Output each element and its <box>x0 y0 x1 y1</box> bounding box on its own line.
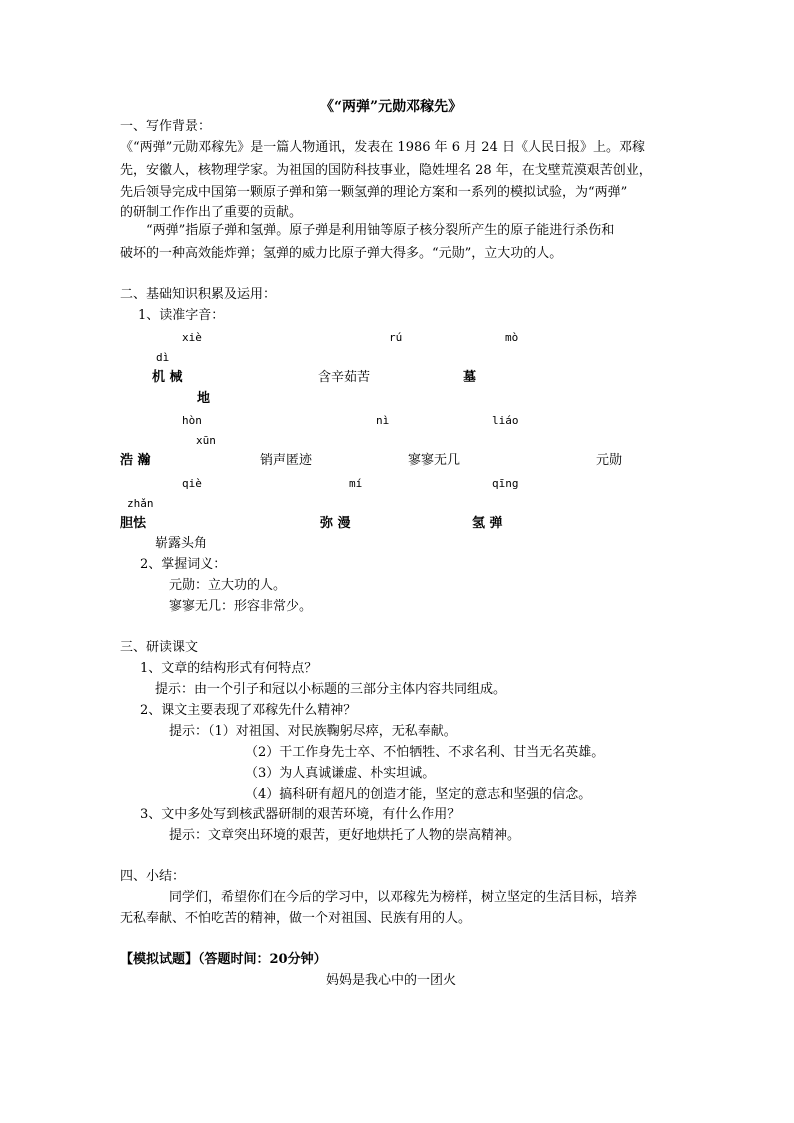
pinyin-di: dì <box>156 351 170 364</box>
s4-line1: 同学们，希望你们在今后的学习中，以邓稼先为榜样，树立坚定的生活目标，培养 <box>169 890 638 905</box>
s1-p1-line4: 的研制工作作出了重要的贡献。 <box>120 205 303 220</box>
pinyin-mi: mí <box>349 477 363 490</box>
def-yuanxun: 元勋：立大功的人。 <box>169 578 287 593</box>
mock-exam-subtitle: 妈妈是我心中的一团火 <box>326 973 457 988</box>
s1-p1-line3: 先后领导完成中国第一颗原子弹和第一颗氢弹的理论方案和一系列的模拟试验，为“两弹” <box>120 185 628 200</box>
s2-sub1: 1、读准字音： <box>138 308 225 323</box>
word-danqie: 胆怯 <box>120 516 147 531</box>
word-hanxinrukü: 含辛茹苦 <box>318 370 371 385</box>
word-miman: 弥 漫 <box>320 516 351 531</box>
pinyin-qing: qīng <box>492 477 519 490</box>
q2: 2、课文主要表现了邓稼先什么精神？ <box>140 703 357 718</box>
pinyin-qie: qiè <box>182 477 202 490</box>
q3: 3、文中多处写到核武器研制的艰苦环境，有什么作用？ <box>140 807 461 822</box>
word-jixie: 机 械 <box>152 370 183 385</box>
section-1-heading: 一、写作背景： <box>120 119 212 134</box>
word-di: 地 <box>197 391 211 406</box>
s1-p1-line1: 《“两弹”元勋邓稼先》是一篇人物通讯，发表在 1986 年 6 月 24 日《人民日报》上。邓稼 <box>120 140 645 155</box>
page-title: 《“两弹”元勋邓稼先》 <box>320 99 463 115</box>
pinyin-liao: liáo <box>492 414 519 427</box>
word-zhanlutoujiao: 崭露头角 <box>155 536 208 551</box>
section-4-heading: 四、小结： <box>120 869 186 884</box>
pinyin-mo: mò <box>505 331 519 344</box>
a2-line2: （2）干工作身先士卒、不怕牺牲、不求名利、甘当无名英雄。 <box>245 745 605 760</box>
word-haohan: 浩 瀚 <box>120 453 151 468</box>
s4-line2: 无私奉献、不怕吃苦的精神，做一个对祖国、民族有用的人。 <box>120 911 472 926</box>
a2-line4: （4）搞科研有超凡的创造才能，坚定的意志和坚强的信念。 <box>245 787 592 802</box>
section-3-heading: 三、研读课文 <box>120 640 199 655</box>
word-qingdan: 氢 弹 <box>472 516 503 531</box>
a1: 提示：由一个引子和冠以小标题的三部分主体内容共同组成。 <box>155 682 507 697</box>
s1-p1-line2: 先，安徽人，核物理学家。为祖国的国防科技事业，隐姓埋名 28 年，在戈壁荒漠艰苦创业， <box>120 163 652 178</box>
q1: 1、文章的结构形式有何特点？ <box>140 661 318 676</box>
section-2-heading: 二、基础知识积累及运用： <box>120 287 277 302</box>
s1-p2-line2: 破坏的一种高效能炸弹；氢弹的威力比原子弹大得多。“元勋”，立大功的人。 <box>120 246 563 261</box>
s1-p2-line1: “两弹”指原子弹和氢弹。原子弹是利用铀等原子核分裂所产生的原子能进行杀伤和 <box>146 223 615 238</box>
a2-line1: 提示：（1）对祖国、对民族鞠躬尽瘁，无私奉献。 <box>169 724 457 739</box>
pinyin-xie: xiè <box>182 331 202 344</box>
pinyin-xun: xūn <box>196 434 216 447</box>
s2-sub2: 2、掌握词义： <box>140 557 227 572</box>
pinyin-zhan: zhǎn <box>127 497 154 510</box>
a3: 提示：文章突出环境的艰苦，更好地烘托了人物的崇高精神。 <box>169 828 521 843</box>
word-mu: 墓 <box>463 370 477 385</box>
word-yuanxun: 元勋 <box>596 453 623 468</box>
word-liaoliaowuji: 寥寥无几 <box>408 453 461 468</box>
word-xiaoshengniji: 销声匿迹 <box>260 453 313 468</box>
def-liaoliaowuji: 寥寥无几：形容非常少。 <box>169 599 313 614</box>
a2-line3: （3）为人真诚谦虚、朴实坦诚。 <box>245 766 436 781</box>
pinyin-ru: rú <box>389 331 403 344</box>
pinyin-ni: nì <box>376 414 390 427</box>
mock-exam-label: 【模拟试题】（答题时间：20分钟） <box>120 952 327 967</box>
pinyin-han: hòn <box>182 414 202 427</box>
